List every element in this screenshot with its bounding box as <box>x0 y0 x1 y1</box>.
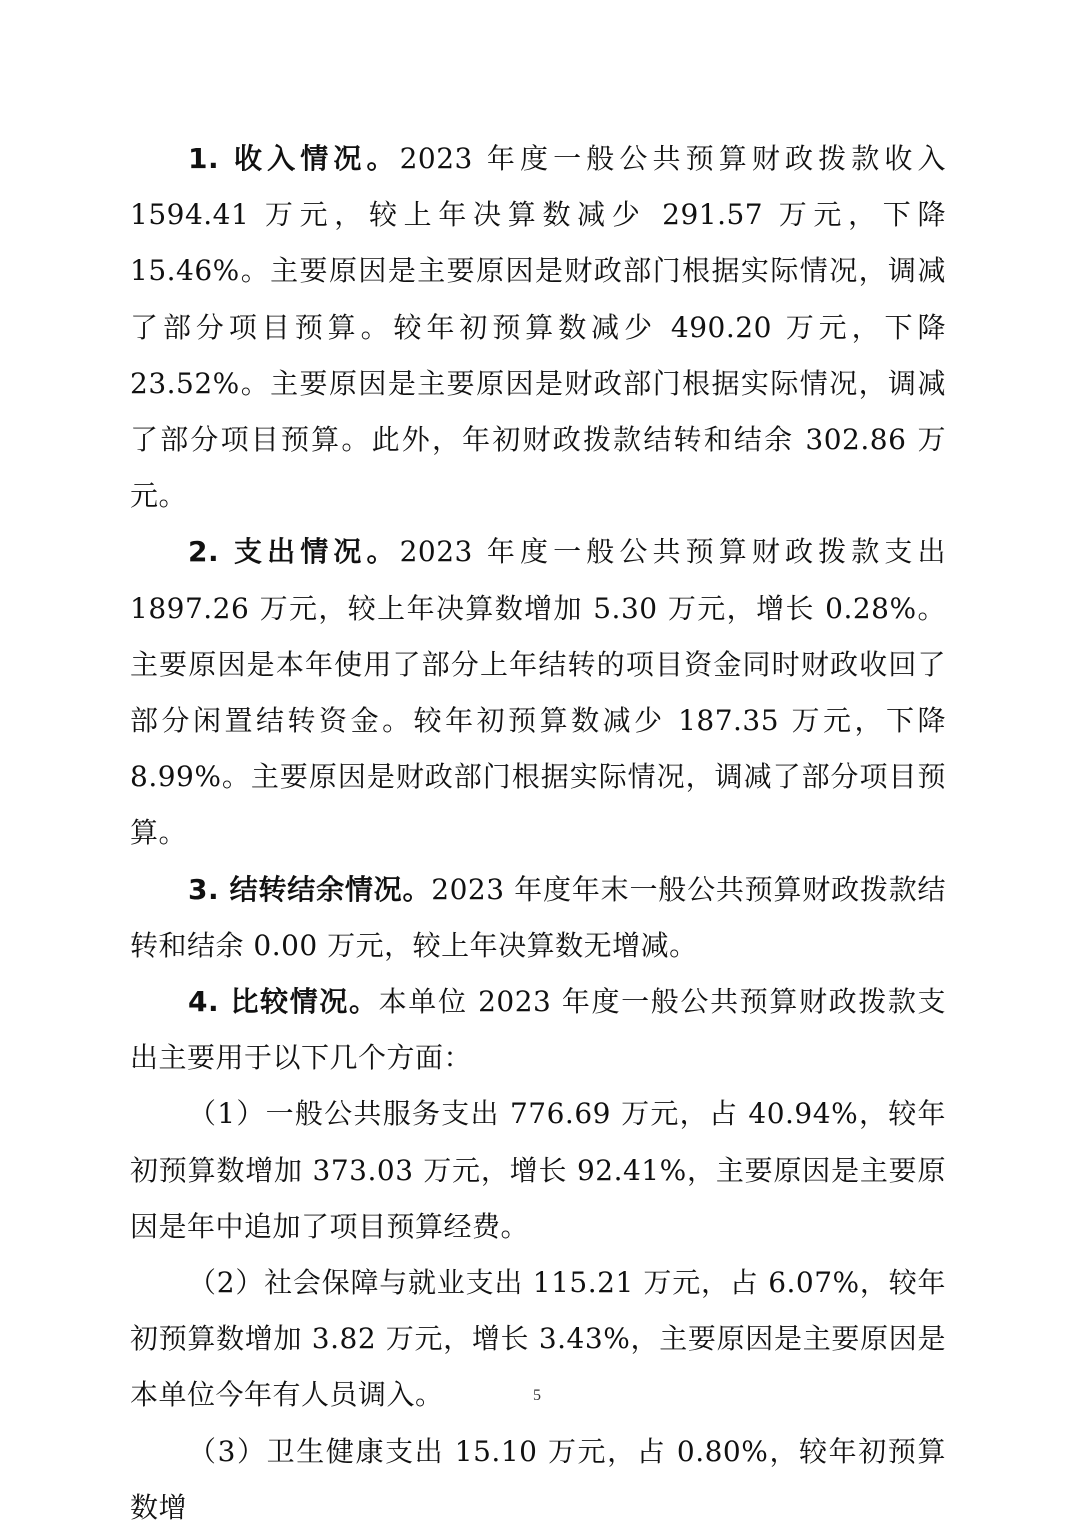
heading-expenditure: 2. 支出情况。 <box>188 535 400 569</box>
paragraph-item-health: （3）卫生健康支出 15.10 万元，占 0.80%，较年初预算数增 <box>130 1434 946 1524</box>
paragraph-item-social-security: （2）社会保障与就业支出 115.21 万元，占 6.07%，较年初预算数增加 3.82 万元，增长 3.43%，主要原因是主要原因是本单位今年有人员调入。 <box>130 1266 946 1412</box>
paragraph-income-text: 2023 年度一般公共预算财政拨款收入 1594.41 万元，较上年决算数减少 291.57 万元，下降 15.46%。主要原因是主要原因是财政部门根据实际情况，调减了部分项目预算。较年初预算数减少 490.20 万元，下降 23.52%。主要原因是主要原因是财政部门根据实际情况，调减了部分项目预算。此外，年初财政拨款结转和结余 302.86 万元。 <box>130 142 946 513</box>
document-body <box>130 131 946 1536</box>
page-number: 5 <box>533 1387 541 1404</box>
paragraph-income <box>130 131 946 524</box>
paragraph-expenditure <box>130 524 946 861</box>
paragraph-expenditure-text: 2023 年度一般公共预算财政拨款支出 1897.26 万元，较上年决算数增加 5.30 万元，增长 0.28%。主要原因是本年使用了部分上年结转的项目资金同时财政收回了部分闲置结转资金。较年初预算数减少 187.35 万元，下降 8.99%。主要原因是财政部门根据实际情况，调减了部分项目预算。 <box>130 535 946 850</box>
heading-income: 1. 收入情况。 <box>188 142 400 175</box>
paragraph-comparison <box>130 974 946 1086</box>
heading-comparison: 4. 比较情况。 <box>188 985 379 1019</box>
paragraph-comparison-text: 本单位 2023 年度一般公共预算财政拨款支出主要用于以下几个方面： <box>130 985 946 1075</box>
paragraph-carryover <box>130 862 946 974</box>
paragraph-item-general-public-services: （1）一般公共服务支出 776.69 万元，占 40.94%，较年初预算数增加 373.03 万元，增长 92.41%，主要原因是主要原因是年中追加了项目预算经费。 <box>130 1097 946 1243</box>
paragraph-carryover-text: 2023 年度年末一般公共预算财政拨款结转和结余 0.00 万元，较上年决算数无增减。 <box>130 872 946 962</box>
heading-carryover: 3. 结转结余情况。 <box>188 872 432 906</box>
